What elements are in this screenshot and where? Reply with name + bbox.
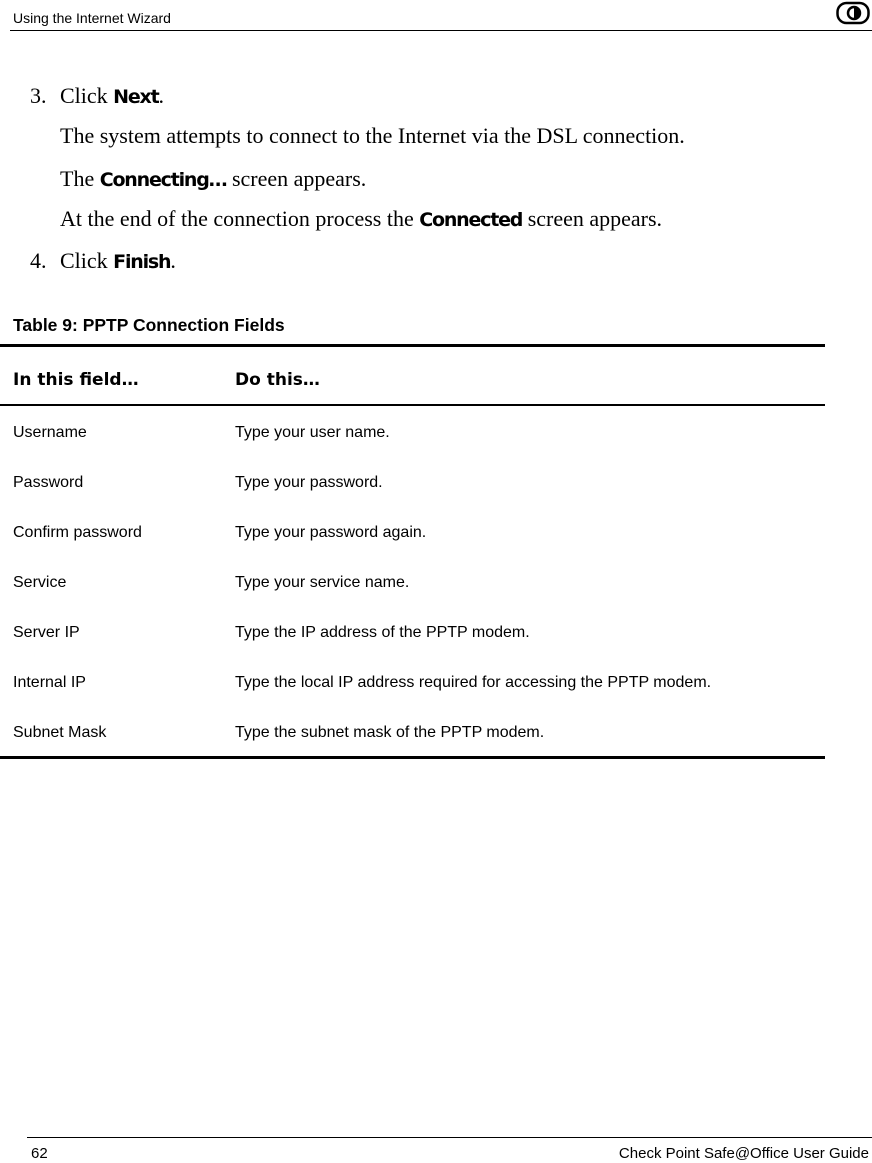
footer-rule (27, 1137, 872, 1138)
table-row (0, 724, 825, 748)
table-caption: Table 9: PPTP Connection Fields (13, 315, 285, 335)
field-name-cell: Server IP (13, 624, 80, 641)
field-name-cell: Subnet Mask (13, 724, 107, 741)
field-name-cell: Confirm password (13, 524, 142, 541)
table-row (0, 524, 825, 548)
table-row (0, 474, 825, 498)
action-cell: Type the local IP address required for accessing the PPTP modem. (235, 674, 712, 691)
action-cell: Type your user name. (235, 424, 390, 441)
action-cell: Type your service name. (235, 574, 410, 591)
ui-term-connecting: Connecting… (99, 169, 227, 191)
action-cell: Type your password. (235, 474, 383, 491)
table-row (0, 624, 825, 648)
check-point-logo-icon (836, 1, 870, 25)
action-cell: Type the IP address of the PPTP modem. (235, 624, 530, 641)
table-top-rule (0, 344, 825, 347)
step-number: 3. (30, 83, 47, 108)
field-name-cell: Internal IP (13, 674, 86, 691)
action-cell: Type your password again. (235, 524, 427, 541)
page-number: 62 (31, 1145, 48, 1162)
table-header-rule (0, 404, 825, 406)
table-row (0, 424, 825, 448)
guide-title: Check Point Safe@Office User Guide (618, 1145, 869, 1162)
step-description: At the end of the connection process the Connected screen appears. (60, 206, 663, 231)
step-instruction: Click Finish. (60, 248, 176, 273)
field-name-cell: Service (13, 574, 67, 591)
header-rule (10, 30, 872, 31)
step-number: 4. (30, 248, 47, 273)
action-cell: Type the subnet mask of the PPTP modem. (235, 724, 545, 741)
step-description: The Connecting… screen appears. (60, 166, 367, 191)
column-header-action: Do this… (235, 370, 320, 390)
running-header-title: Using the Internet Wizard (13, 10, 171, 26)
ui-term-connected: Connected (419, 209, 523, 231)
table-row (0, 674, 825, 698)
step-description: The system attempts to connect to the Internet via the DSL connection. (60, 123, 685, 148)
ui-term-next: Next (113, 86, 159, 108)
field-name-cell: Username (13, 424, 87, 441)
field-name-cell: Password (13, 474, 84, 491)
table-row (0, 574, 825, 598)
column-header-field: In this field… (13, 370, 139, 390)
step-instruction: Click Next. (60, 83, 164, 108)
ui-term-finish: Finish (113, 251, 171, 273)
table-bottom-rule (0, 756, 825, 759)
